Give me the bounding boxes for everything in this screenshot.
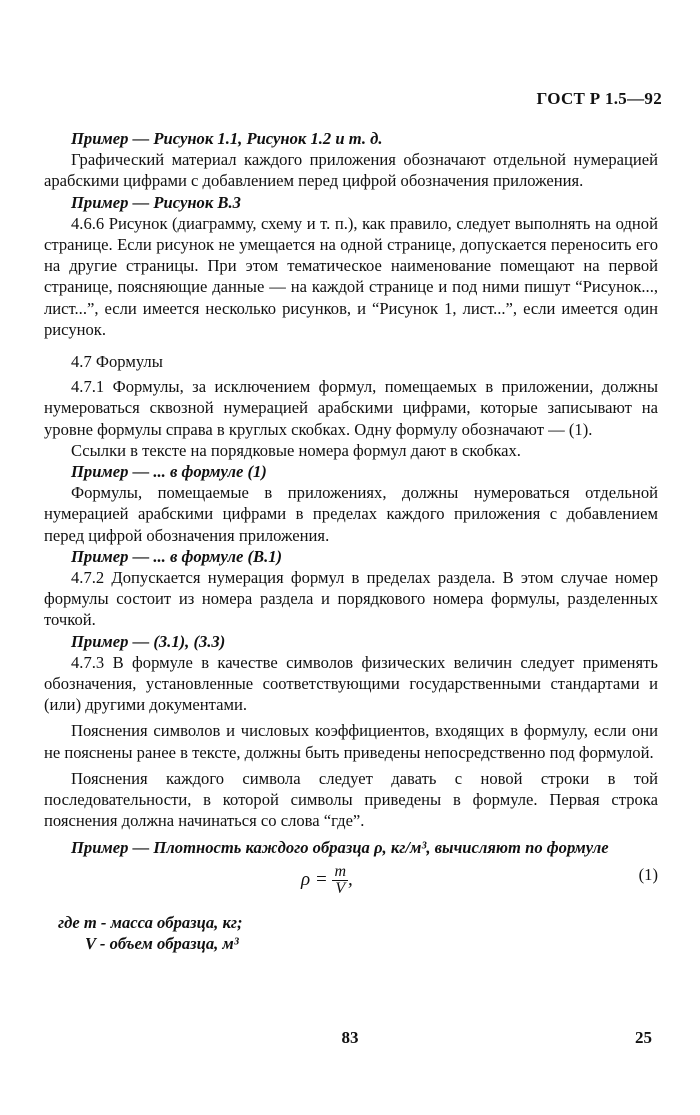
formula-number: (1) (638, 864, 658, 884)
section-heading: 4.7 Формулы (71, 352, 163, 372)
formula-numerator: m (334, 862, 347, 880)
paragraph: 4.7.3 В формуле в качестве символов физических величин следует применять обозначения, установленные соответствующими государственными стандартами и (или) другими документами. (44, 652, 658, 715)
formula-denominator: V (335, 879, 346, 897)
example-line: Пример — ... в формуле (1) (71, 462, 267, 482)
formula-trail: , (348, 868, 353, 890)
page-number-center: 83 (341, 1028, 359, 1047)
paragraph: 4.6.6 Рисунок (диаграмму, схему и т. п.), как правило, следует выполнять на одной странице. Если рисунок не умещается на одной странице, допускается переносить его на другие страницы. При этом тематическое наименование помещают на первой странице, поясняющие данные — на каждой странице и под ними пишут “Рисунок..., лист...”, если имеется несколько рисунков, и “Рисунок 1, лист...”, если имеется один рисунок. (44, 213, 658, 339)
example-line: Пример — (3.1), (3.3) (71, 631, 226, 651)
paragraph: 4.7.2 Допускается нумерация формул в пределах раздела. В этом случае номер формулы состоит из номера раздела и порядкового номера формулы, разделенных точкой. (44, 568, 658, 630)
formula-row (44, 860, 658, 912)
explanation-line: V - объем образца, м³ (85, 933, 239, 953)
page-content (44, 128, 658, 954)
paragraph: Графический материал каждого приложения обозначают отдельной нумерацией арабскими цифрами с добавлением перед цифрой обозначения приложения. (44, 150, 658, 191)
explanation-line: где m - масса образца, кг; (58, 912, 243, 932)
standard-header: ГОСТ Р 1.5—92 (536, 89, 662, 108)
paragraph: Формулы, помещаемые в приложениях, должны нумероваться отдельной нумерацией арабскими цифрами в пределах каждого приложения с добавлением перед цифрой обозначения приложения. (44, 483, 658, 545)
symbol-explanation (44, 912, 658, 954)
paragraph: Пояснения символов и числовых коэффициентов, входящих в формулу, если они не пояснены ранее в тексте, должны быть приведены непосредственно под формулой. (44, 721, 658, 762)
example-line: Пример — Рисунок 1.1, Рисунок 1.2 и т. д. (71, 129, 383, 148)
example-line: Пример — ... в формуле (В.1) (71, 546, 283, 566)
paragraph: Пояснения каждого символа следует давать с новой строки в той последовательности, в которой символы приведены в формуле. Первая строка пояснения должна начинаться со слова “где”. (44, 768, 658, 831)
formula-fraction (332, 864, 348, 897)
page-number-right: 25 (635, 1028, 652, 1047)
paragraph: 4.7.1 Формулы, за исключением формул, помещаемых в приложении, должны нумероваться сквозной нумерацией арабскими цифрами, которые записывают на уровне формулы справа в круглых скобках. Одну формулу обозначают — (1). (44, 377, 658, 439)
formula-lhs: ρ = (301, 868, 328, 890)
example-line: Пример — Плотность каждого образца ρ, кг/м³, вычисляют по формуле (71, 837, 609, 857)
paragraph: Ссылки в тексте на порядковые номера формул дают в скобках. (71, 440, 521, 460)
example-line: Пример — Рисунок В.3 (71, 192, 241, 212)
density-formula (301, 864, 353, 897)
